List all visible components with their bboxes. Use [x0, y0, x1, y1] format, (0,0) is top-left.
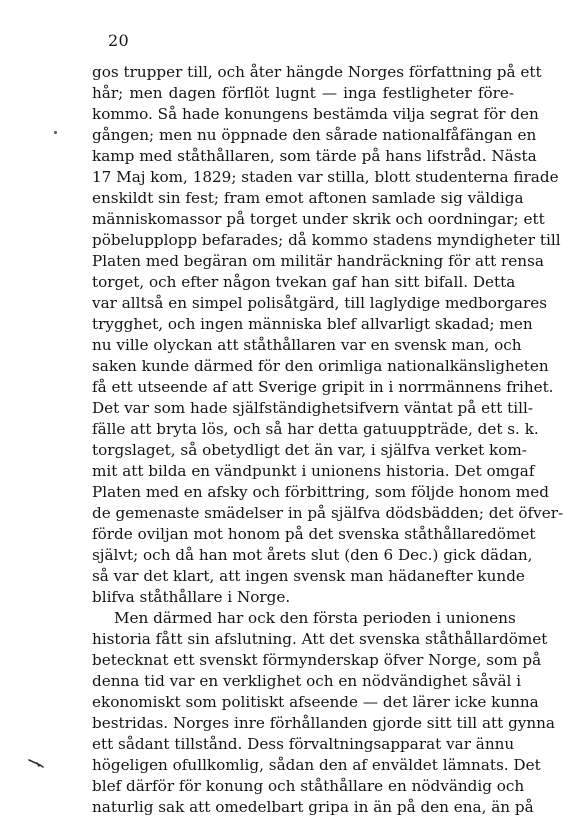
text-line: de gemenaste smädelser in på själfva dödsbädden; det öfver-: [92, 504, 563, 522]
margin-speck: [54, 131, 57, 134]
text-line: ekonomiskt som politiskt afseende — det lärer icke kunna: [92, 693, 539, 711]
page-number: 20: [108, 31, 129, 50]
text-line: självt; och då han mot årets slut (den 6 Dec.) gick dädan,: [92, 546, 533, 564]
printer-mark-icon: [28, 758, 44, 768]
body-text: [92, 62, 563, 818]
text-line: människomassor på torget under skrik och oordningar; ett: [92, 210, 545, 228]
text-line: Men därmed har ock den första perioden i unionens: [114, 609, 516, 627]
text-line: högeligen ofullkomlig, sådan den af enväldet lämnats. Det: [92, 756, 541, 774]
text-line: blifva ståthållare i Norge.: [92, 588, 291, 606]
text-line: torget, och efter någon tvekan gaf han sitt bifall. Detta: [92, 273, 516, 291]
text-line: blef därför för konung och ståthållare en nödvändig och: [92, 777, 525, 795]
text-line: saken kunde därmed för den orimliga nationalkänsligheten: [92, 357, 549, 375]
text-line: förde oviljan mot honom på det svenska ståthållaredömet: [92, 525, 536, 543]
text-line: naturlig sak att omedelbart gripa in än på den ena, än på: [92, 798, 534, 816]
text-line: nu ville olyckan att ståthållaren var en svensk man, och: [92, 336, 522, 354]
text-line: så var det klart, att ingen svensk man hädanefter kunde: [92, 567, 525, 585]
text-line: torgslaget, så obetydligt det än var, i själfva verket kom-: [92, 441, 527, 459]
text-line: ett sådant tillstånd. Dess förvaltningsapparat var ännu: [92, 735, 515, 753]
text-line: mit att bilda en vändpunkt i unionens historia. Det omgaf: [92, 462, 535, 480]
text-line: var alltså en simpel polisåtgärd, till laglydige medborgares: [92, 294, 548, 312]
text-line: kommo. Så hade konungens bestämda vilja segrat för den: [92, 105, 539, 123]
text-line: trygghet, och ingen människa blef allvarligt skadad; men: [92, 315, 533, 333]
text-line: hår; men dagen förflöt lugnt — inga festligheter före-: [92, 84, 514, 102]
text-line: Det var som hade själfständighetsifvern väntat på ett till-: [92, 399, 533, 417]
text-line: betecknat ett svenskt förmynderskap öfver Norge, som på: [92, 651, 542, 669]
text-line: 17 Maj kom, 1829; staden var stilla, blott studenterna firade: [92, 168, 559, 186]
text-line: Platen med en afsky och förbittring, som följde honom med: [92, 483, 550, 501]
text-line: denna tid var en verklighet och en nödvändighet såväl i: [92, 672, 522, 690]
text-line: enskildt sin fest; fram emot aftonen samlade sig väldiga: [92, 189, 524, 207]
text-line: få ett utseende af att Sverige gripit in i norrmännens frihet.: [92, 378, 554, 396]
text-line: fälle att bryta lös, och så har detta gatuuppträde, det s. k.: [92, 420, 539, 438]
text-line: gången; men nu öppnade den sårade nationalfåfängan en: [92, 126, 537, 144]
text-line: pöbelupplopp befarades; då kommo stadens myndigheter till: [92, 231, 561, 249]
text-line: Platen med begäran om militär handräckning för att rensa: [92, 252, 544, 270]
text-line: kamp med ståthållaren, som tärde på hans lifstråd. Nästa: [92, 147, 537, 165]
text-line: gos trupper till, och åter hängde Norges författning på ett: [92, 63, 542, 81]
text-line: historia fått sin afslutning. Att det svenska ståthållardömet: [92, 630, 548, 648]
text-line: bestridas. Norges inre förhållanden gjorde sitt till att gynna: [92, 714, 555, 732]
